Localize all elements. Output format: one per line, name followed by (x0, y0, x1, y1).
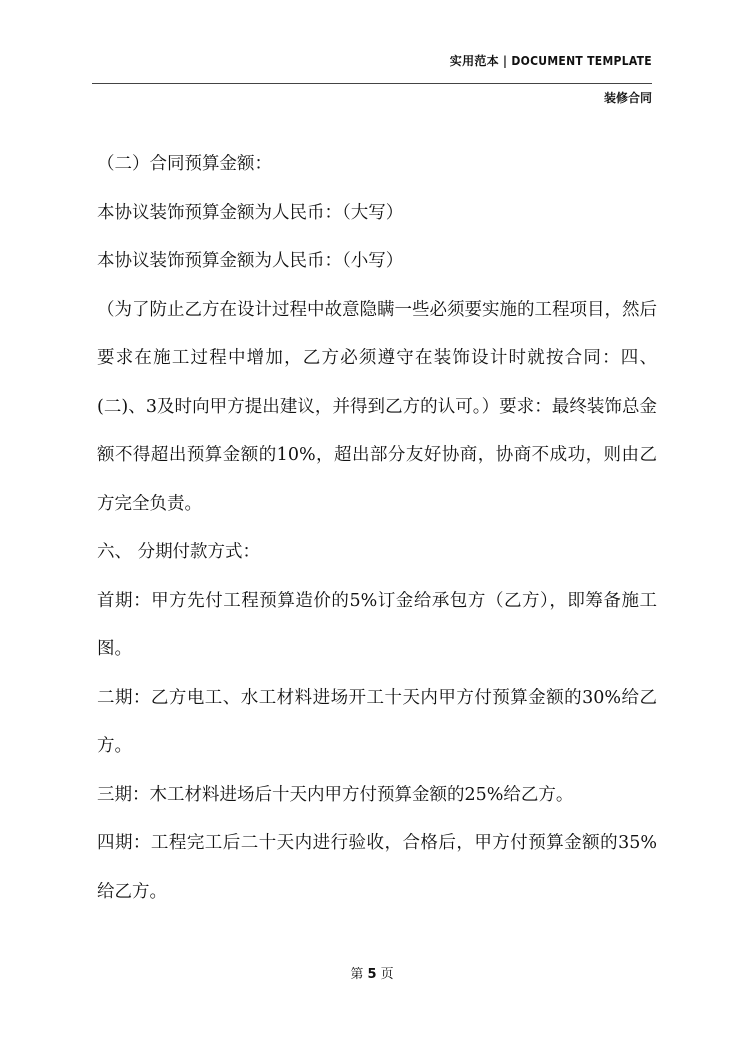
paragraph-budget-note: （为了防止乙方在设计过程中故意隐瞒一些必须要实施的工程项目，然后要求在施工过程中增加，乙方必须遵守在装饰设计时就按合同：四、(二)、3及时向甲方提出建议，并得到乙方的认可。）要求：最终装饰总金额不得超出预算金额的10%，超出部分友好协商，协商不成功，则由乙方完全负责。 (97, 299, 657, 514)
paragraph-budget-lowercase: 本协议装饰预算金额为人民币：（小写） (97, 251, 404, 271)
page-number-prefix: 第 (350, 967, 364, 982)
document-body (97, 140, 657, 916)
document-title: 装修合同 (603, 91, 652, 105)
paragraph-installment-1: 首期：甲方先付工程预算造价的5%订金给承包方（乙方），即筹备施工图。 (97, 590, 657, 659)
paragraph-installment-4: 四期：工程完工后二十天内进行验收，合格后，甲方付预算金额的35%给乙方。 (97, 833, 657, 902)
page-number-suffix: 页 (380, 967, 394, 982)
paragraph-installment-3: 三期：木工材料进场后十天内甲方付预算金额的25%给乙方。 (97, 784, 574, 805)
paragraph-budget-uppercase: 本协议装饰预算金额为人民币：（大写） (97, 202, 404, 223)
header-brand: 实用范本 | DOCUMENT TEMPLATE (449, 54, 652, 68)
paragraph-installment-2: 二期：乙方电工、水工材料进场开工十天内甲方付预算金额的30%给乙方。 (97, 687, 657, 756)
page-number: 5 (367, 967, 377, 982)
header-divider (92, 83, 652, 84)
section-heading-budget: （二）合同预算金额： (97, 154, 272, 174)
section-heading-installments: 六、 分期付款方式： (97, 542, 261, 562)
page-footer (0, 963, 744, 982)
